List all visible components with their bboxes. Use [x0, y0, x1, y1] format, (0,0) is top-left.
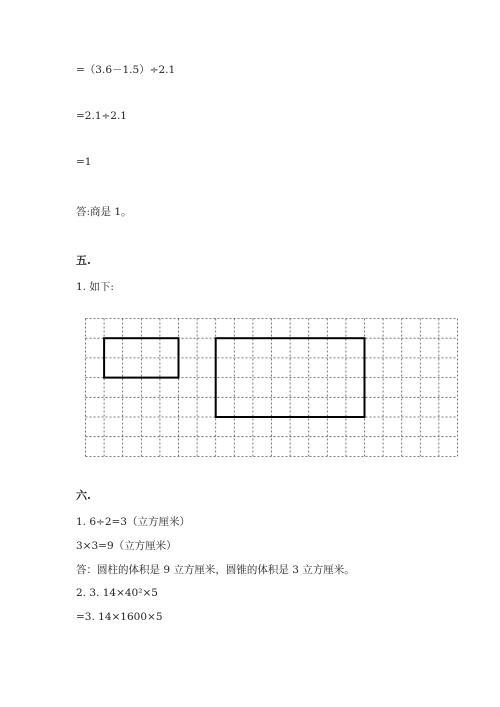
section-6-item-2-line-1: 2. 3. 14×40²×5 — [76, 587, 158, 599]
section-5-item-1: 1. 如下: — [76, 281, 114, 293]
calc-line-2: =2.1÷2.1 — [76, 110, 127, 122]
section-6-heading: 六. — [76, 489, 91, 502]
section-6-item-1-answer: 答：圆柱的体积是 9 立方厘米，圆锥的体积是 3 立方厘米。 — [76, 564, 355, 576]
section-5-heading: 五. — [76, 254, 91, 267]
section-6-item-1-line-2: 3×3=9（立方厘米） — [76, 540, 177, 552]
calc-line-1: =（3.6－1.5）÷2.1 — [76, 64, 176, 76]
calc-line-3: =1 — [76, 156, 92, 168]
grid-figure — [85, 318, 461, 458]
section-6-item-2-line-2: =3. 14×1600×5 — [76, 611, 163, 623]
section-6-item-1-line-1: 1. 6÷2=3（立方厘米） — [76, 516, 190, 528]
calc-answer: 答:商是 1。 — [76, 206, 132, 218]
